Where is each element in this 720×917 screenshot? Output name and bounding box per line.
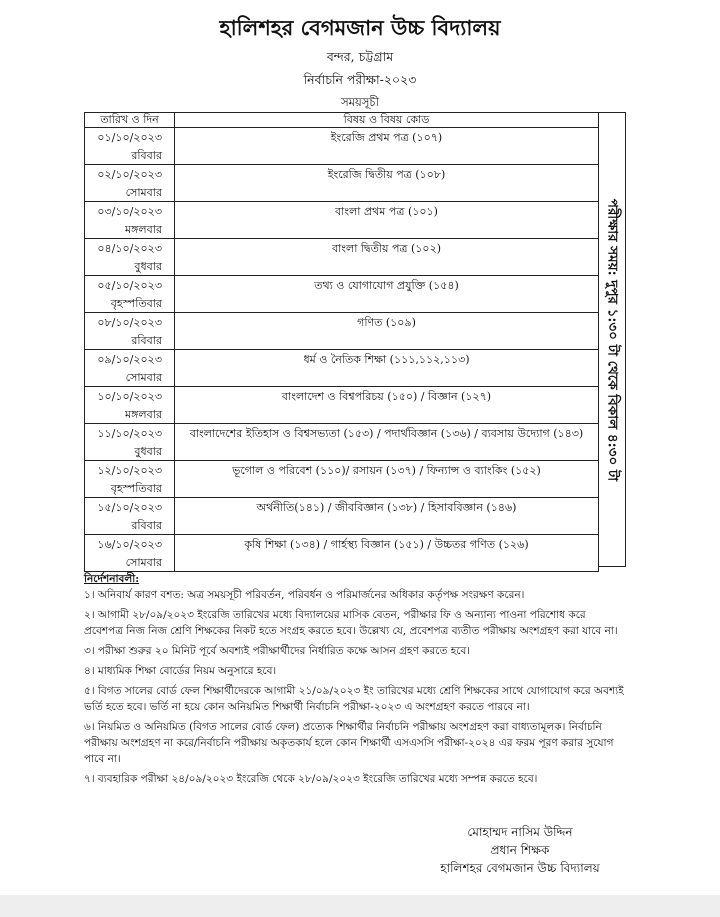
- date-cell: [85, 313, 175, 350]
- subject-name: কৃষি শিক্ষা (১৩৪) / গার্হস্থ্য বিজ্ঞান (১৫১) / উচ্চতর গণিত (১২৬): [244, 538, 529, 551]
- date-cell: [85, 387, 175, 424]
- exam-day: বৃহস্পতিবার: [110, 297, 162, 310]
- instruction-item: ৭। ব্যবহারিক পরীক্ষা ২৪/০৯/২০২৩ ইংরেজি থেকে ২৮/০৯/২০২৩ ইংরেজি তারিখের মধ্যে সম্পন্ন করতে হবে।: [84, 773, 538, 785]
- exam-day: বৃহস্পতিবার: [110, 482, 162, 495]
- table-header-row: [85, 113, 599, 128]
- routine-table: [84, 112, 599, 572]
- table-row: [85, 128, 599, 165]
- subject-cell: [175, 424, 599, 461]
- table-row: [85, 350, 599, 387]
- exam-day: সোমবার: [125, 371, 162, 384]
- exam-date: ১৫/১০/২০২৩: [97, 501, 162, 514]
- instruction-item: ৪। মাধ্যমিক শিক্ষা বোর্ডের নিয়ম অনুসারে হবে।: [84, 665, 277, 677]
- table-row: [85, 535, 599, 572]
- exam-day: মঙ্গলবার: [125, 223, 162, 236]
- subject-cell: [175, 387, 599, 424]
- subject-cell: [175, 239, 599, 276]
- exam-day: রবিবার: [131, 519, 162, 532]
- page-bottom-margin: [0, 895, 720, 917]
- subject-cell: [175, 165, 599, 202]
- exam-day: সোমবার: [125, 556, 162, 569]
- instruction-item: ১। অনিবার্য কারণ বশত: অত্র সময়সূচী পরিবর্তন, পরিবর্ধন ও পরিমার্জনের অধিকার কর্তৃপক্ষ সংরক্ষণ করেন।: [84, 589, 525, 601]
- exam-date: ০৪/১০/২০২৩: [97, 242, 162, 255]
- exam-date: ১২/১০/২০২৩: [97, 464, 162, 477]
- exam-date: ০৯/১০/২০২৩: [97, 353, 162, 366]
- table-row: [85, 424, 599, 461]
- subject-name: তথ্য ও যোগাযোগ প্রযুক্তি (১৫৪): [314, 279, 459, 292]
- table-row: [85, 313, 599, 350]
- exam-date: ০২/১০/২০২৩: [97, 168, 162, 181]
- table-row: [85, 276, 599, 313]
- date-cell: [85, 276, 175, 313]
- date-cell: [85, 498, 175, 535]
- subject-cell: [175, 535, 599, 572]
- instructions-list: [84, 587, 624, 787]
- subject-name: ইংরেজি দ্বিতীয় পত্র (১০৮): [327, 168, 446, 181]
- table-row: [85, 202, 599, 239]
- subject-cell: [175, 128, 599, 165]
- table-row: [85, 498, 599, 535]
- exam-date: ০৫/১০/২০২৩: [97, 279, 162, 292]
- exam-day: বুধবার: [134, 260, 162, 273]
- school-location: বন্দর, চট্টগ্রাম: [326, 49, 394, 64]
- table-row: [85, 387, 599, 424]
- instructions-title: নির্দেশনাবলী:: [84, 573, 140, 585]
- subject-cell: [175, 498, 599, 535]
- date-cell: [85, 165, 175, 202]
- subject-name: বাংলা দ্বিতীয় পত্র (১০২): [331, 242, 442, 255]
- schedule-title: সময়সূচী: [341, 95, 379, 109]
- exam-time-text: পরীক্ষার সময়: দুপুর ১:৩০ টা থেকে বিকাল ৪:৩০ টা: [604, 198, 620, 481]
- date-cell: [85, 461, 175, 498]
- instruction-item: ৩। পরীক্ষা শুরুর ২০ মিনিট পূর্বে অবশ্যই পরীক্ষার্থীদের নির্ধারিত কক্ষে আসন গ্রহণ করতে হবে।: [84, 645, 471, 657]
- date-cell: [85, 239, 175, 276]
- exam-date: ১৬/১০/২০২৩: [97, 538, 162, 551]
- subject-name: গণিত (১০৯): [357, 316, 416, 329]
- table-row: [85, 165, 599, 202]
- subject-cell: [175, 461, 599, 498]
- subject-cell: [175, 313, 599, 350]
- instruction-item: ২। আগামী ২৮/০৯/২০২৩ ইংরেজি তারিখের মধ্যে বিদ্যালয়ের মাসিক বেতন, পরীক্ষার ফি ও অন্যান্য পাওনা পরিশোধ করে প্রবেশপত্র নিজ নিজ শ্রেণি শিক্ষকের নিকট হতে সংগ্রহ করতে হবে। উল্লেখ্য যে, প্রবেশপত্র ব্যতীত পরীক্ষায় অংশগ্রহণ করা যাবে না।: [84, 609, 618, 637]
- date-cell: [85, 202, 175, 239]
- subject-cell: [175, 350, 599, 387]
- signatory-name: মোহাম্মদ নাসিম উদ্দিন: [467, 825, 573, 839]
- exam-day: রবিবার: [131, 149, 162, 162]
- subject-name: বাংলাদেশের ইতিহাস ও বিশ্বসভ্যতা (১৫৩) / পদার্থবিজ্ঞান (১৩৬) / ব্যবসায় উদ্যোগ (১৪৩): [189, 427, 584, 440]
- exam-day: মঙ্গলবার: [125, 408, 162, 421]
- exam-date: ০৮/১০/২০২৩: [97, 316, 162, 329]
- date-cell: [85, 535, 175, 572]
- exam-date: ১১/১০/২০২৩: [97, 427, 162, 440]
- subject-name: ভূগোল ও পরিবেশ (১১০)/ রসায়ন (১৩৭) / ফিন্যান্স ও ব্যাংকিং (১৫২): [232, 464, 541, 477]
- subject-name: বাংলা প্রথম পত্র (১০১): [335, 205, 438, 218]
- date-cell: [85, 128, 175, 165]
- subject-cell: [175, 202, 599, 239]
- exam-day: রবিবার: [131, 334, 162, 347]
- exam-date: ০১/১০/২০২৩: [97, 131, 162, 144]
- table-row: [85, 239, 599, 276]
- subject-name: ধর্ম ও নৈতিক শিক্ষা (১১১,১১২,১১৩): [303, 353, 470, 366]
- column-header-date: তারিখ ও দিন: [85, 113, 175, 128]
- instruction-item: ৫। বিগত সালের বোর্ড ফেল শিক্ষার্থীদেরকে আগামী ২১/০৯/২০২৩ ইং তারিখের মধ্যে শ্রেণি শিক্ষকের সাথে যোগাযোগ করে অবশ্যই ভর্তি হতে হবে। ভর্তি না হয়ে কোন অনিয়মিত শিক্ষার্থী নির্বাচনি পরীক্ষা-২০২৩ এ অংশগ্রহণ করতে পারবে না।: [84, 685, 624, 713]
- subject-cell: [175, 276, 599, 313]
- signatory-designation: প্রধান শিক্ষক: [490, 843, 550, 857]
- instruction-item: ৬। নিয়মিত ও অনিয়মিত (বিগত সালের বোর্ড ফেল) প্রত্যেক শিক্ষার্থীর নির্বাচনি পরীক্ষায় অংশগ্রহণ করা বাধ্যতামূলক। নির্বাচনি পরীক্ষায় অংশগ্রহণ না করে/নির্বাচনি পরীক্ষায় অকৃতকার্য হলে কোন শিক্ষার্থী এসএসসি পরীক্ষা-২০২৪ এর ফরম পূরণ করার সুযোগ পাবে না।: [84, 721, 614, 765]
- school-name: হালিশহর বেগমজান উচ্চ বিদ্যালয়: [219, 15, 501, 40]
- exam-day: বুধবার: [134, 445, 162, 458]
- date-cell: [85, 424, 175, 461]
- subject-name: অর্থনীতি(১৪১) / জীববিজ্ঞান (১৩৮) / হিসাববিজ্ঞান (১৪৬): [256, 501, 517, 514]
- subject-name: বাংলাদেশ ও বিশ্বপরিচয় (১৫০) / বিজ্ঞান (১২৭): [281, 390, 492, 403]
- signatory-institution: হালিশহর বেগমজান উচ্চ বিদ্যালয়: [440, 861, 600, 875]
- exam-date: ১০/১০/২০২৩: [97, 390, 162, 403]
- exam-date: ০৩/১০/২০২৩: [97, 205, 162, 218]
- exam-title: নির্বাচনি পরীক্ষা-২০২৩: [303, 72, 417, 87]
- column-header-subject: বিষয় ও বিষয় কোড: [175, 113, 599, 128]
- exam-day: সোমবার: [125, 186, 162, 199]
- instructions-section: [84, 571, 624, 791]
- subject-name: ইংরেজি প্রথম পত্র (১০৭): [330, 131, 443, 144]
- table-row: [85, 461, 599, 498]
- date-cell: [85, 350, 175, 387]
- exam-time-column: [598, 112, 626, 567]
